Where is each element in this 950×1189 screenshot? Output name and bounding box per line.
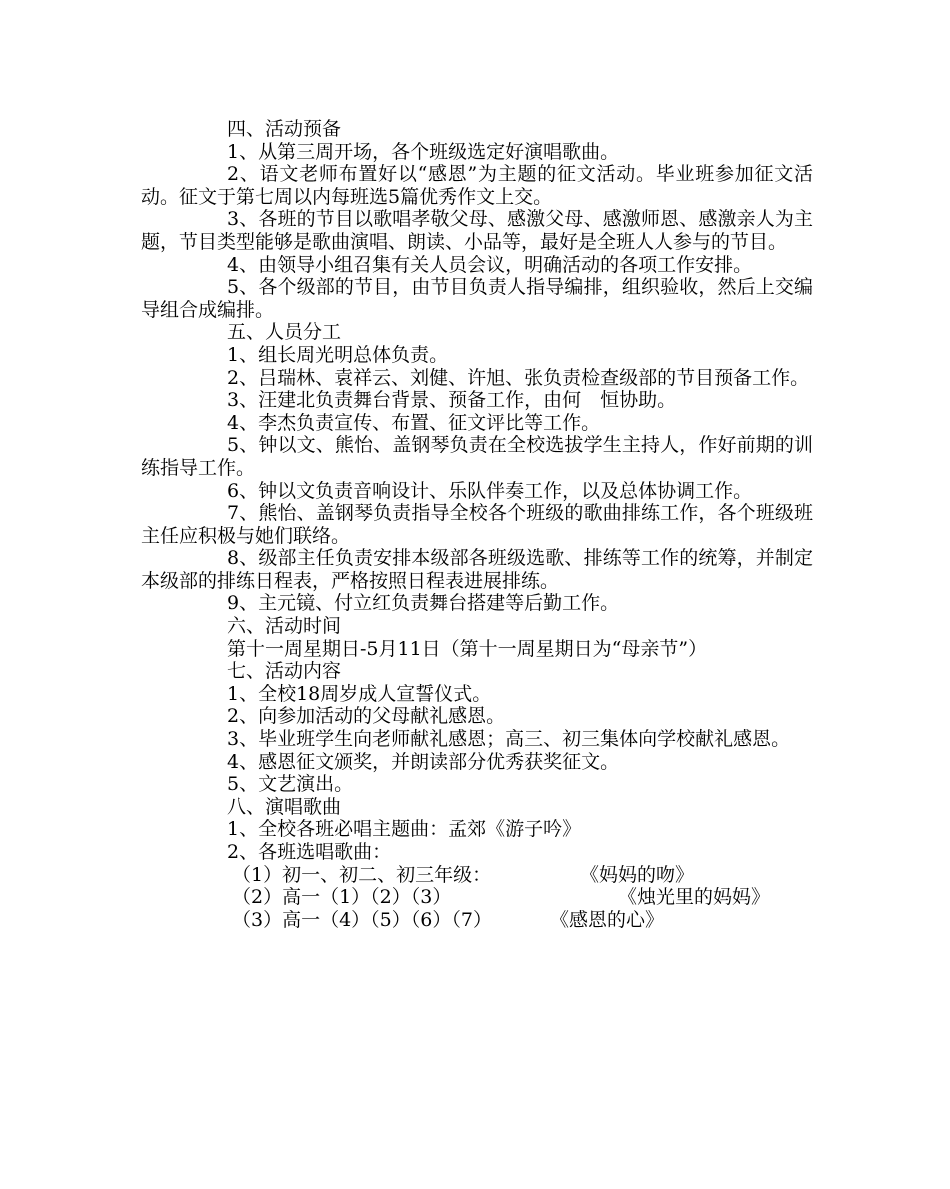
section-heading: 六、活动时间 (227, 615, 342, 638)
paragraph: 4、感恩征文颁奖，并朗读部分优秀获奖征文。 (227, 750, 620, 773)
paragraph: 第十一周星期日-5月11日（第十一周星期日为“母亲节”） (227, 637, 708, 660)
paragraph: 4、李杰负责宣传、布置、征文评比等工作。 (227, 411, 601, 434)
paragraph: 6、钟以文负责音响设计、乐队伴奏工作，以及总体协调工作。 (227, 479, 753, 502)
paragraph: 5、钟以文、熊怡、盖钢琴负责在全校选拔学生主持人，作好前期的训练指导工作。 (141, 434, 813, 479)
paragraph: 7、熊怡、盖钢琴负责指导全校各个班级的歌曲排练工作，各个班级班主任应积极与她们联络。 (141, 502, 813, 547)
section-heading: 七、活动内容 (227, 660, 342, 683)
song-grade: （1）初一、初二、初三年级： (232, 863, 492, 886)
paragraph: 3、毕业班学生向老师献礼感恩；高三、初三集体向学校献礼感恩。 (227, 728, 791, 751)
paragraph: 1、全校各班必唱主题曲：孟郊《游子吟》 (227, 818, 582, 841)
paragraph: 5、各个级部的节目，由节目负责人指导编排，组织验收，然后上交编导组合成编排。 (141, 276, 813, 321)
paragraph: 8、级部主任负责安排本级部各班级选歌、排练等工作的统筹，并制定本级部的排练日程表，严格按照日程表进展排练。 (141, 547, 813, 592)
song-grade: （3）高一（4）（5）（6）（7） (232, 908, 492, 931)
document-body (141, 118, 813, 931)
paragraph: 1、从第三周开场，各个班级选定好演唱歌曲。 (227, 140, 620, 163)
paragraph: 4、由领导小组召集有关人员会议，明确活动的各项工作安排。 (227, 253, 753, 276)
section-heading: 五、人员分工 (227, 321, 342, 344)
paragraph: 2、语文老师布置好以“感恩”为主题的征文活动。毕业班参加征文活动。征文于第七周以内每班选5篇优秀作文上交。 (141, 163, 813, 208)
section-heading: 八、演唱歌曲 (227, 795, 342, 818)
section-heading: 四、活动预备 (227, 118, 342, 140)
song-row (141, 864, 813, 887)
paragraph: 5、文艺演出。 (227, 773, 354, 796)
paragraph: 2、吕瑞林、袁祥云、刘健、许旭、张负责检查级部的节目预备工作。 (227, 366, 810, 389)
song-grade: （2）高一（1）（2）（3） (232, 886, 452, 909)
song-title: 《烛光里的妈妈》 (618, 886, 771, 909)
paragraph: 3、各班的节目以歌唱孝敬父母、感激父母、感激师恩、感激亲人为主题，节目类型能够是歌曲演唱、朗读、小品等，最好是全班人人参与的节目。 (141, 208, 813, 253)
song-title: 《妈妈的吻》 (580, 863, 695, 886)
song-row (141, 909, 813, 932)
paragraph: 1、组长周光明总体负责。 (227, 343, 449, 366)
paragraph: 3、汪建北负责舞台背景、预备工作，由何 恒协助。 (227, 389, 677, 412)
paragraph: 2、各班选唱歌曲： (227, 841, 392, 863)
paragraph: 2、向参加活动的父母献礼感恩。 (227, 705, 506, 728)
song-row (141, 886, 813, 909)
paragraph: 9、主元镜、付立红负责舞台搭建等后勤工作。 (227, 592, 620, 615)
paragraph: 1、全校18周岁成人宣誓仪式。 (227, 682, 492, 705)
song-title: 《感恩的心》 (550, 908, 665, 931)
